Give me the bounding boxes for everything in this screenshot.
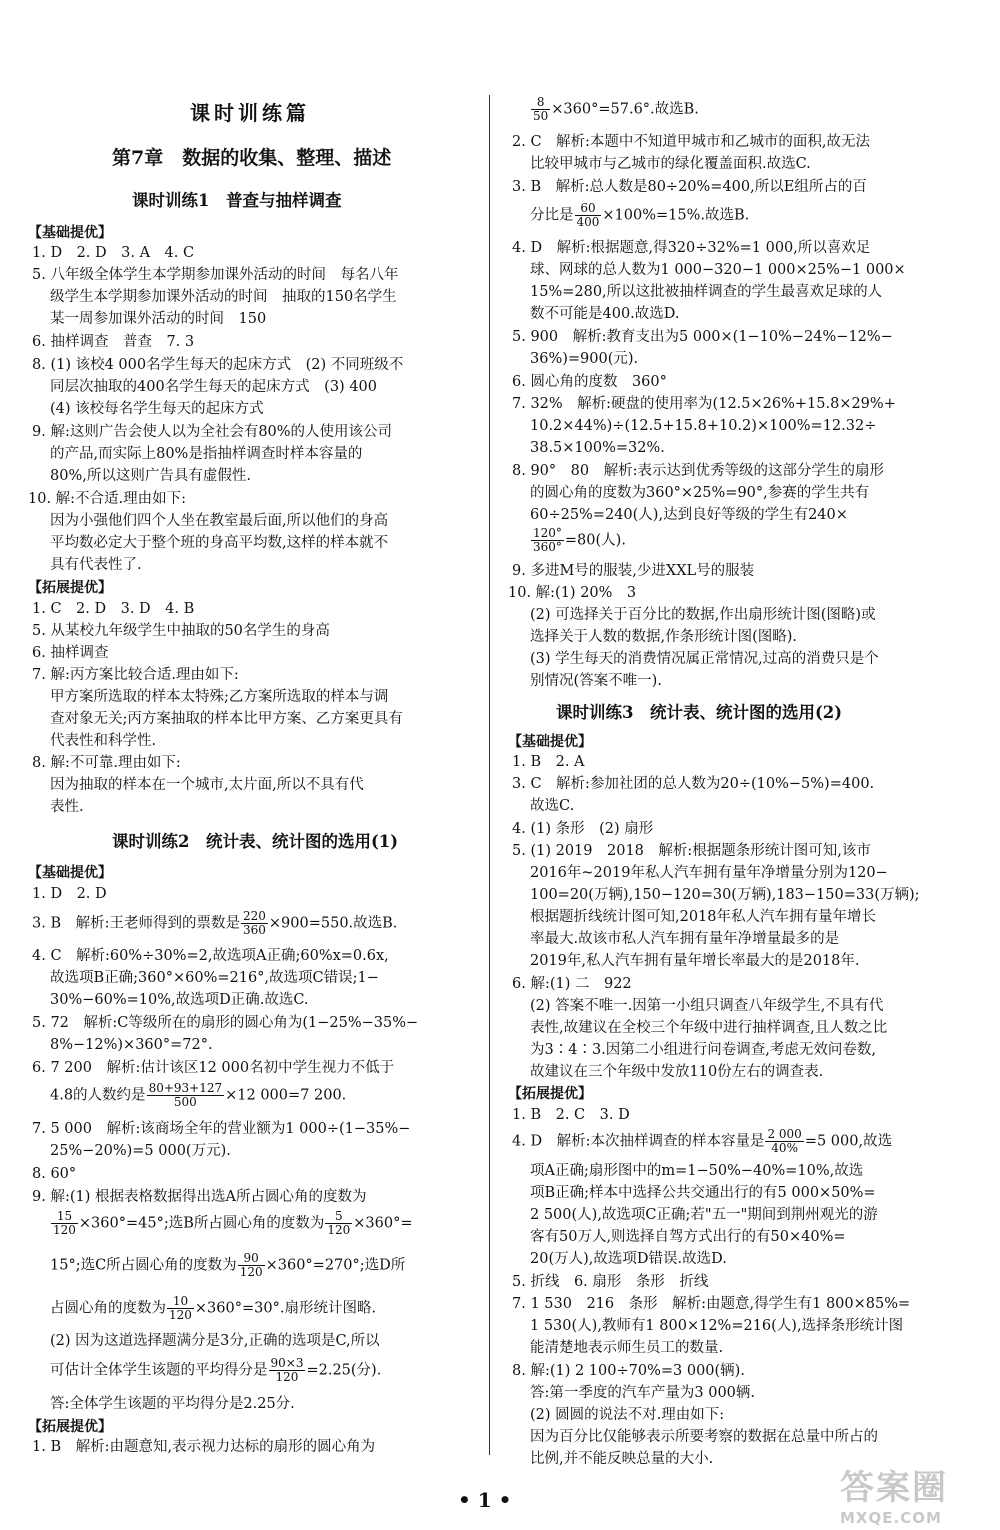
answer-line: 1. D 2. D [32, 886, 107, 902]
answer-line: 80%,所以这则广告具有虚假性. [50, 468, 251, 484]
answer-line: 故建议在三个年级中发放110份左右的调查表. [530, 1064, 824, 1080]
answer-line: 1. B 2. A [512, 754, 585, 770]
lesson3-title: 课时训练3 统计表、统计图的选用(2) [556, 703, 843, 722]
answer-line: (2) 圆圆的说法不对.理由如下: [530, 1407, 725, 1423]
answer-line: 7. 5 000 解析:该商场全年的营业额为1 000÷(1−35%− [32, 1121, 411, 1137]
fraction: $\frac{5}{120}$ [327, 1209, 351, 1237]
answer-line: 10. 解:(1) 20% 3 [508, 585, 637, 601]
answer-line: 8. 解:(1) 2 100÷70%=3 000(辆). [512, 1363, 745, 1379]
answer-line: 表性. [50, 799, 84, 815]
answer-line: 别情况(答案不唯一). [530, 673, 662, 689]
answer-line: 7. 32% 解析:硬盘的使用率为(12.5×26%+15.8×29%+ [512, 396, 896, 412]
answer-line: 5. 八年级全体学生本学期参加课外活动的时间 每名八年 [32, 267, 399, 283]
answer-line: 1. D 2. D 3. A 4. C [32, 245, 195, 261]
part-title: 课时训练篇 [190, 101, 310, 125]
answer-line: (4) 该校每名学生每天的起床方式 [50, 401, 264, 417]
answer-line: 率最大.故该市私人汽车拥有量年净增量最多的是 [530, 931, 840, 947]
answer-line: 5. (1) 2019 2018 解析:根据题条形统计图可知,该市 [512, 843, 871, 859]
answer-line: 8. 60° [32, 1166, 77, 1182]
answer-line: 项A正确;扇形图中的m=1−50%−40%=10%,故选 [530, 1163, 864, 1179]
answer-line: 平均数必定大于整个班的身高平均数,这样的样本就不 [50, 535, 389, 551]
fraction: $\frac{8}{50}$ [533, 95, 549, 123]
answer-line: 2016年~2019年私人汽车拥有量年净增量分别为120− [530, 865, 888, 881]
fraction: $\frac{2 000}{40\%}$ [767, 1127, 802, 1155]
answer-line: 15%=280,所以这批被抽样调查的学生最喜欢足球的人 [530, 284, 883, 300]
answer-line: 7. 1 530 216 条形 解析:由题意,得学生有1 800×85%= [512, 1296, 911, 1312]
lesson1-title: 课时训练1 普查与抽样调查 [132, 191, 342, 210]
answer-line: (2) 可选择关于百分比的数据,作出扇形统计图(图略)或 [530, 607, 876, 623]
answer-line: 60÷25%=240(人),达到良好等级的学生有240× [530, 507, 848, 523]
lesson2-basic-heading: 【基础提优】 [28, 865, 112, 881]
answer-line: 15°;选C所占圆心角的度数为 $\frac{90}{120}$ ×360°=270°;选D所 [50, 1251, 406, 1279]
answer-line: 9. 解:这则广告会使人以为全社会有80%的人使用该公司 [32, 424, 393, 440]
answer-line: 客有50万人,则选择自驾方式出行的有50×40%= [530, 1229, 846, 1245]
answer-line: 8. 解:不可靠.理由如下: [32, 755, 181, 771]
answer-line: 9. 多进M号的服装,少进XXL号的服装 [512, 563, 755, 579]
answer-line: 的产品,而实际上80%是指抽样调查时样本容量的 [50, 446, 363, 462]
lesson1-basic-heading: 【基础提优】 [28, 225, 112, 241]
lesson2-ext-heading: 【拓展提优】 [28, 1419, 112, 1435]
answer-line: 6. 解:(1) 二 922 [512, 976, 632, 992]
answer-line: 某一周参加课外活动的时间 150 [50, 311, 267, 327]
answer-line: 2. C 解析:本题中不知道甲城市和乙城市的面积,故无法 [512, 134, 871, 150]
answer-line: 7. 解:丙方案比较合适.理由如下: [32, 667, 239, 683]
answer-line: 查对象无关;丙方案抽取的样本比甲方案、乙方案更具有 [50, 711, 403, 727]
answer-line: 同层次抽取的400名学生每天的起床方式 (3) 400 [50, 379, 377, 395]
answer-line: 1 530(人),教师有1 800×12%=216(人),选择条形统计图 [530, 1318, 904, 1334]
answer-line: 38.5×100%=32%. [530, 440, 665, 456]
answer-line: 20(万人),故选项D错误.故选D. [530, 1251, 727, 1267]
answer-line: 因为小强他们四个人坐在教室最后面,所以他们的身高 [50, 513, 389, 529]
answer-line: 6. 抽样调查 普查 7. 3 [32, 334, 195, 350]
answer-line: 因为百分比仅能够表示所要考察的数据在总量中所占的 [530, 1429, 878, 1445]
fraction: $\frac{15}{120}$ [53, 1209, 76, 1237]
answer-line: 36%)=900(元). [530, 351, 639, 367]
answer-line: 表性,故建议在全校三个年级中进行抽样调查,且人数之比 [530, 1020, 888, 1036]
answer-line: 4. D 解析:本次抽样调查的样本容量是 $\frac{2 000}{40\%}$ =5 000,故选 [512, 1127, 893, 1155]
answer-line: 因为抽取的样本在一个城市,太片面,所以不具有代 [50, 777, 364, 793]
fraction: $\frac{10}{120}$ [169, 1294, 192, 1322]
answer-line: 5. 72 解析:C等级所在的扇形的圆心角为(1−25%−35%− [32, 1015, 419, 1031]
answer-line: 1. B 解析:由题意知,表示视力达标的扇形的圆心角为 [32, 1439, 376, 1455]
answer-line: 8. 90° 80 解析:表示达到优秀等级的这部分学生的扇形 [512, 463, 884, 479]
chapter-title: 第7章 数据的收集、整理、描述 [112, 147, 392, 169]
answer-line: 可估计全体学生该题的平均得分是 $\frac{90\times 3}{120}$ =2.25(分). [50, 1356, 382, 1384]
answer-line: (2) 答案不唯一.因第一小组只调查八年级学生,不具有代 [530, 998, 884, 1014]
answer-line: 选择关于人数的数据,作条形统计图(图略). [530, 629, 798, 645]
answer-line: 9. 解:(1) 根据表格数据得出选A所占圆心角的度数为 [32, 1189, 367, 1205]
answer-line: 100=20(万辆),150−120=30(万辆),183−150=33(万辆); [530, 887, 920, 903]
answer-line: 6. 抽样调查 [32, 645, 109, 661]
answer-line: 30%−60%=10%,故选项D正确.故选C. [50, 992, 309, 1008]
answer-line: 1. C 2. D 3. D 4. B [32, 601, 195, 617]
answer-line: 能清楚地表示师生员工的数量. [530, 1340, 724, 1356]
answer-line: 项B正确;样本中选择公共交通出行的有5 000×50%= [530, 1185, 876, 1201]
fraction: $\frac{90}{120}$ [239, 1251, 263, 1279]
answer-line: 比例,并不能反映总量的大小. [530, 1451, 714, 1467]
fraction: $\frac{220}{360}$ [242, 909, 266, 937]
answer-line: 甲方案所选取的样本太特殊;乙方案所选取的样本与调 [50, 689, 389, 705]
answer-line: 根据题折线统计图可知,2018年私人汽车拥有量年增长 [530, 909, 877, 925]
answer-line: 6. 7 200 解析:估计该区12 000名初中学生视力不低于 [32, 1060, 395, 1076]
answer-line: (2) 因为这道选择题满分是3分,正确的选项是C,所以 [50, 1333, 380, 1349]
answer-line: 3. B 解析:总人数是80÷20%=400,所以E组所占的百 [512, 179, 867, 195]
answer-line: 6. 圆心角的度数 360° [512, 374, 667, 390]
watermark-logo: 答案圈 MXQE.COM [840, 1468, 948, 1527]
answer-line: 3. B 解析:王老师得到的票数是 $\frac{220}{360}$ ×900=550.故选B. [32, 909, 398, 937]
answer-line: 3. C 解析:参加社团的总人数为20÷(10%−5%)=400. [512, 776, 875, 792]
answer-line: 10.2×44%)÷(12.5+15.8+10.2)×100%=12.32÷ [530, 418, 877, 434]
page-number: • 1 • [458, 1488, 512, 1512]
answer-line: 4. C 解析:60%÷30%=2,故选项A正确;60%x=0.6x, [32, 948, 389, 964]
answer-line: 答:全体学生该题的平均得分是2.25分. [50, 1396, 295, 1412]
answer-line: 分比是 $\frac{60}{400}$ ×100%=15%.故选B. [530, 201, 750, 229]
lesson2-title: 课时训练2 统计表、统计图的选用(1) [112, 832, 399, 851]
answer-line: 25%−20%)=5 000(万元). [50, 1143, 231, 1159]
answer-line: 4.8的人数约是 $\frac{80+93+127}{500}$ ×12 000=7 200. [50, 1081, 347, 1109]
answer-line: 为3∶4∶3.因第二小组进行问卷调查,考虑无效问卷数, [530, 1042, 877, 1058]
answer-line: $\frac{15}{120}$ ×360°=45°;选B所占圆心角的度数为 $\frac{5}{120}$ ×360°= [53, 1209, 413, 1237]
answer-line: 具有代表性了. [50, 557, 142, 573]
answer-line: 4. (1) 条形 (2) 扇形 [512, 821, 654, 837]
answer-line: 代表性和科学性. [50, 733, 157, 749]
answer-line: $\frac{120^\circ}{360^\circ}$ =80(人). [533, 526, 626, 554]
answer-line: 比较甲城市与乙城市的绿化覆盖面积.故选C. [530, 156, 811, 172]
lesson3-ext-heading: 【拓展提优】 [508, 1086, 592, 1102]
answer-line: 4. D 解析:根据题意,得320÷32%=1 000,所以喜欢足 [512, 240, 871, 256]
answer-line: 8. (1) 该校4 000名学生每天的起床方式 (2) 不同班级不 [32, 357, 404, 373]
answer-line: 故选C. [530, 798, 575, 814]
column-divider [489, 95, 490, 1455]
answer-line: 球、网球的总人数为1 000−320−1 000×25%−1 000× [530, 262, 906, 278]
answer-line: 2 500(人),故选项C正确;若"五一"期间到荆州观光的游 [530, 1207, 878, 1223]
answer-line: 故选项B正确;360°×60%=216°,故选项C错误;1− [50, 970, 379, 986]
fraction: $\frac{120^\circ}{360^\circ}$ [533, 526, 562, 554]
answer-line: 1. B 2. C 3. D [512, 1107, 630, 1123]
answer-line: 10. 解:不合适.理由如下: [28, 491, 187, 507]
answer-line: 5. 900 解析:教育支出为5 000×(1−10%−24%−12%− [512, 329, 893, 345]
answer-line: 数不可能是400.故选D. [530, 306, 680, 322]
answer-line: 8%−12%)×360°=72°. [50, 1037, 213, 1053]
answer-line: (3) 学生每天的消费情况属正常情况,过高的消费只是个 [530, 651, 879, 667]
answer-line: 级学生本学期参加课外活动的时间 抽取的150名学生 [50, 289, 397, 305]
answer-line: 的圆心角的度数为360°×25%=90°,参赛的学生共有 [530, 485, 870, 501]
answer-line: 5. 从某校九年级学生中抽取的50名学生的身高 [32, 623, 330, 639]
answer-line: 5. 折线 6. 扇形 条形 折线 [512, 1274, 709, 1290]
fraction: $\frac{90\times 3}{120}$ [270, 1356, 304, 1384]
lesson1-ext-heading: 【拓展提优】 [28, 580, 112, 596]
answer-line: $\frac{8}{50}$ ×360°=57.6°.故选B. [533, 95, 699, 123]
fraction: $\frac{60}{400}$ [576, 201, 600, 229]
answer-line: 占圆心角的度数为 $\frac{10}{120}$ ×360°=30°.扇形统计图略. [50, 1294, 377, 1322]
lesson3-basic-heading: 【基础提优】 [508, 734, 592, 750]
answer-line: 答:第一季度的汽车产量为3 000辆. [530, 1385, 756, 1401]
fraction: $\frac{80+93+127}{500}$ [148, 1081, 223, 1109]
answer-line: 2019年,私人汽车拥有量年增长率最大的是2018年. [530, 953, 860, 969]
